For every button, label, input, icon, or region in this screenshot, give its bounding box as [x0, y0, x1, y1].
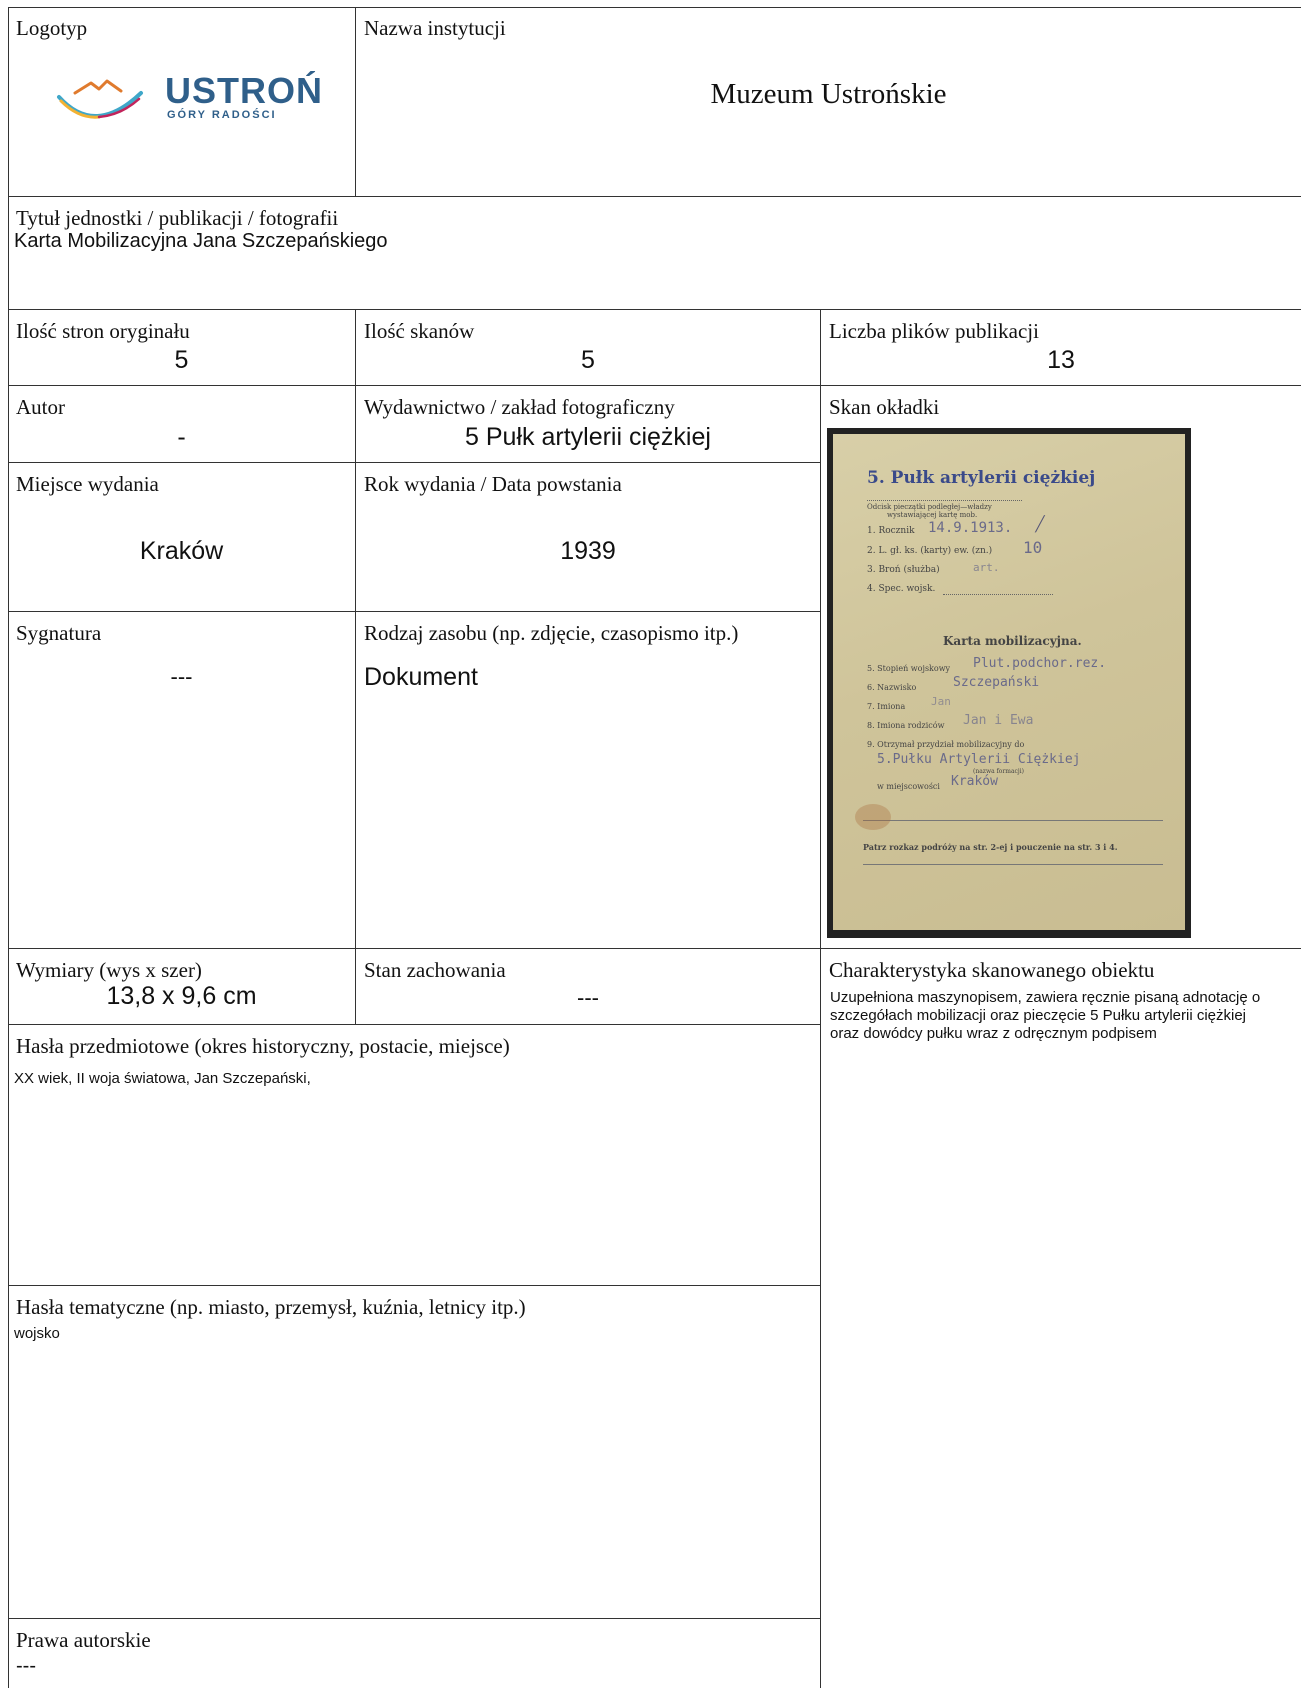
scan-signature-mark: ⟋	[1030, 510, 1050, 538]
title-label: Tytuł jednostki / publikacji / fotografii	[16, 206, 339, 230]
scan-footer: Patrz rozkaz podróży na str. 2-ej i pouczenie na str. 3 i 4.	[863, 842, 1118, 852]
scan-stain	[855, 804, 891, 830]
scan-stamp-line	[867, 500, 1022, 501]
scan-row3-value: art.	[973, 561, 1000, 574]
scans-value: 5	[581, 346, 595, 374]
scan-row5-label: 5. Stopień wojskowy	[867, 664, 951, 673]
publisher-label: Wydawnictwo / zakład fotograficzny	[364, 395, 675, 419]
scan-row5-value: Plut.podchor.rez.	[973, 656, 1107, 671]
scan-stamp-note-1: Odcisk pieczątki podległej—władzy	[867, 503, 992, 511]
signature-value: ---	[170, 664, 193, 689]
copyright-label: Prawa autorskie	[16, 1628, 151, 1652]
divider-h-1	[8, 196, 1301, 197]
scan-row6-label: 6. Nazwisko	[867, 683, 917, 692]
scan-card-title: Karta mobilizacyjna.	[943, 634, 1082, 648]
scans-label: Ilość skanów	[364, 319, 475, 343]
year-value: 1939	[560, 537, 616, 565]
dimensions-value: 13,8 x 9,6 cm	[106, 982, 257, 1010]
subject-keywords-value: XX wiek, II woja światowa, Jan Szczepański,	[14, 1070, 311, 1087]
scan-rule-1	[863, 820, 1163, 821]
place-label: Miejsce wydania	[16, 472, 159, 496]
title-value: Karta Mobilizacyjna Jana Szczepańskiego	[14, 230, 388, 252]
thematic-keywords-label: Hasła tematyczne (np. miasto, przemysł, kuźnia, letnicy itp.)	[16, 1295, 526, 1319]
publisher-value: 5 Pułk artylerii ciężkiej	[465, 423, 711, 451]
institution-value: Muzeum Ustrońskie	[710, 78, 947, 110]
divider-h-2	[8, 309, 1301, 310]
original-pages-label: Ilość stron oryginału	[16, 319, 190, 343]
cover-scan-label: Skan okładki	[829, 395, 940, 419]
place-value: Kraków	[139, 537, 224, 565]
scan-rule-2	[863, 864, 1163, 865]
author-label: Autor	[16, 395, 65, 419]
scan-stamp-note-2: wystawiającej kartę mob.	[887, 511, 978, 519]
scan-row10-value: Kraków	[951, 774, 998, 789]
characteristics-label: Charakterystyka skanowanego obiektu	[829, 958, 1155, 982]
copyright-value: ---	[16, 1655, 36, 1677]
author-value: -	[177, 423, 186, 451]
subject-keywords-label: Hasła przedmiotowe (okres historyczny, postacie, miejsce)	[16, 1034, 510, 1058]
scan-row3-label: 3. Broń (służba)	[867, 565, 940, 575]
condition-label: Stan zachowania	[364, 958, 506, 982]
scan-row9-value: 5.Pułku Artylerii Ciężkiej	[877, 752, 1081, 767]
divider-h-5	[8, 611, 820, 612]
year-label: Rok wydania / Data powstania	[364, 472, 622, 496]
table-border-left	[8, 7, 9, 1688]
characteristics-value: Uzupełniona maszynopisem, zawiera ręcznie pisaną adnotację o szczegółach mobilizacji oraz pieczęcie 5 Pułku artylerii ciężkiej oraz dowódcy pułku wraz z odręcznym podpisem	[830, 989, 1261, 1042]
thematic-keywords-value: wojsko	[14, 1325, 60, 1342]
scan-paper	[833, 434, 1185, 930]
scan-row2-label: 2. L. gł. ks. (karty) ew. (zn.)	[867, 546, 993, 556]
condition-value: ---	[577, 985, 599, 1010]
divider-h-7	[8, 1024, 820, 1025]
scan-row4-line	[943, 594, 1053, 595]
scan-row1-value: 14.9.1913.	[928, 520, 1013, 536]
cover-scan-image	[827, 428, 1191, 938]
divider-h-4	[8, 462, 820, 463]
publication-files-label: Liczba plików publikacji	[829, 319, 1039, 343]
divider-h-9	[8, 1618, 820, 1619]
scan-row10-label: w miejscowości	[877, 782, 940, 791]
scan-row2-value: 10	[1023, 538, 1043, 557]
original-pages-value: 5	[174, 346, 189, 374]
divider-h-8	[8, 1285, 820, 1286]
scan-row7-label: 7. Imiona	[867, 702, 906, 711]
scan-row7-value: Jan	[931, 695, 951, 708]
resource-type-value: Dokument	[364, 663, 478, 691]
publication-files-value: 13	[1047, 346, 1075, 374]
dimensions-label: Wymiary (wys x szer)	[16, 958, 202, 982]
divider-h-6	[8, 948, 1301, 949]
signature-label: Sygnatura	[16, 621, 102, 645]
divider-v-col2	[820, 309, 821, 1688]
scan-row1-label: 1. Rocznik	[867, 526, 915, 536]
institution-label: Nazwa instytucji	[364, 16, 506, 40]
table-border-top	[8, 7, 1301, 8]
divider-v-col1	[355, 309, 356, 1025]
logo-label: Logotyp	[16, 16, 88, 40]
scan-heading: 5. Pułk artylerii ciężkiej	[867, 468, 1096, 488]
scan-row8-value: Jan i Ewa	[963, 713, 1034, 728]
scan-row8-label: 8. Imiona rodziców	[867, 721, 945, 730]
scan-row9-label: 9. Otrzymał przydział mobilizacyjny do	[867, 740, 1025, 749]
scan-row9-note: (nazwa formacji)	[973, 768, 1025, 775]
scan-row6-value: Szczepański	[953, 675, 1040, 690]
resource-type-label: Rodzaj zasobu (np. zdjęcie, czasopismo itp.)	[364, 621, 739, 645]
mountain-smile-icon	[55, 75, 145, 125]
logo-wordmark: USTROŃ	[165, 70, 323, 111]
divider-h-3	[8, 385, 1301, 386]
logo-tagline: GÓRY RADOŚCI	[167, 109, 277, 121]
scan-row4-label: 4. Spec. wojsk.	[867, 584, 936, 594]
